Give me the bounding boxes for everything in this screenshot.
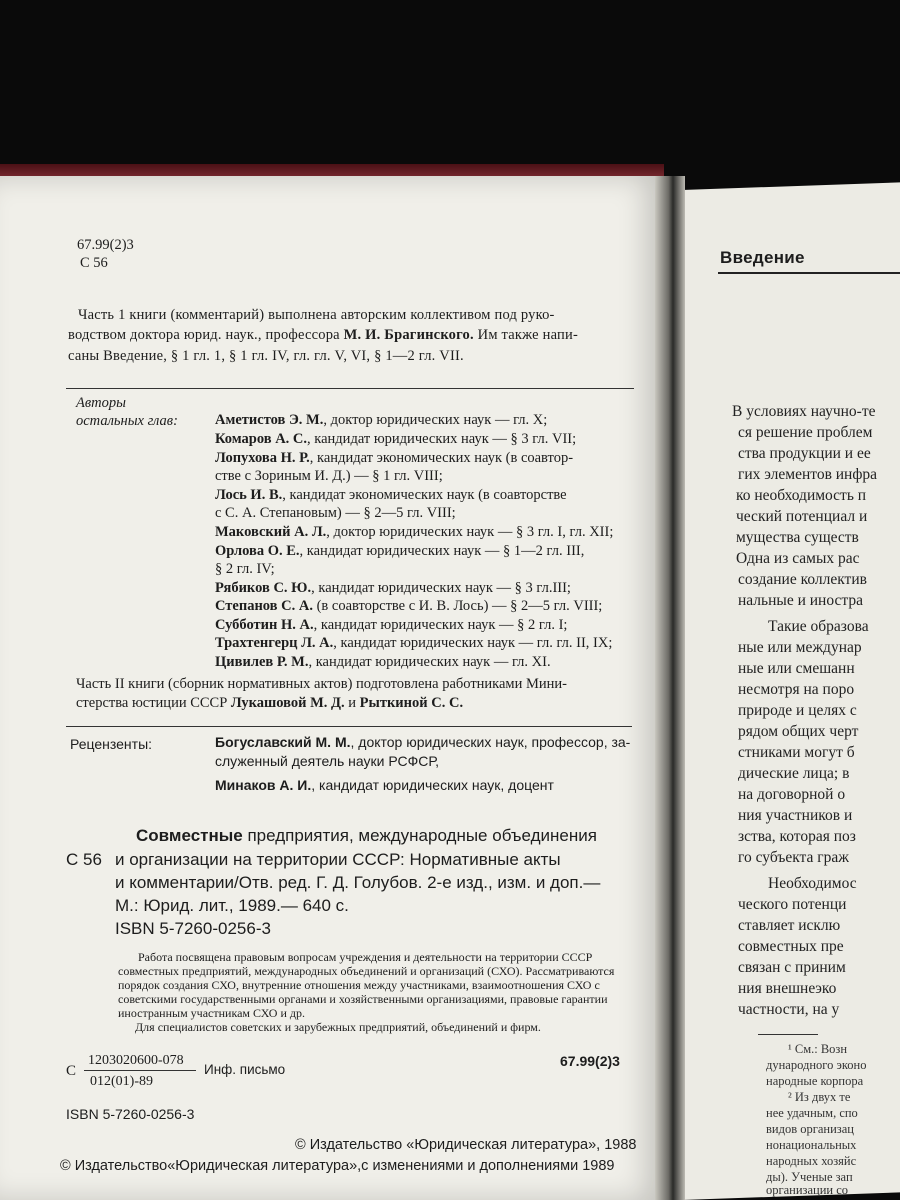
body-line: ния внешнеэко — [738, 980, 837, 997]
footnote-line: дународного эконо — [766, 1058, 867, 1072]
separator-rule — [66, 726, 632, 727]
copyright-1988: © Издательство «Юридическая литература», 1988 — [295, 1137, 637, 1153]
footnote-line: видов организац — [766, 1122, 854, 1136]
body-line: ческого потенци — [738, 896, 847, 913]
part2-and: и — [348, 695, 357, 711]
author-text: , кандидат юридических наук — § 2 гл. I; — [313, 617, 568, 633]
author-entry — [215, 504, 456, 522]
body-line: ставляет исклю — [738, 917, 841, 934]
author-entry — [215, 542, 584, 560]
author-name: Степанов С. А. — [215, 598, 313, 614]
abstract-line: Работа посвящена правовым вопросам учреждения и деятельности на территории СССР — [138, 950, 593, 964]
author-name: Рябиков С. Ю. — [215, 580, 312, 596]
intro-line-2-tail: Им также напи- — [477, 327, 578, 343]
reviewer-2 — [215, 776, 554, 794]
body-line: рядом общих черт — [738, 723, 859, 740]
intro-line-2-text: водством доктора юрид. наук., профессора — [68, 327, 340, 343]
body-line: нальные и иностра — [738, 592, 863, 609]
body-line: зства, которая поз — [738, 828, 856, 845]
right-page-heading: Введение — [720, 248, 805, 267]
author-entry — [215, 597, 602, 615]
author-name: Субботин Н. А. — [215, 617, 314, 633]
citation-isbn: ISBN 5-7260-0256-3 — [115, 919, 271, 938]
footnote-line: ды). Ученые зап — [766, 1170, 853, 1184]
editor-name: М. И. Брагинского. — [343, 327, 474, 343]
author-text: , кандидат экономических наук (в соавтор- — [309, 450, 574, 466]
footnote-line: ¹ См.: Возн — [788, 1042, 848, 1056]
classification-code: 67.99(2)3 — [77, 237, 134, 253]
body-line: ства продукции и ее — [738, 445, 871, 462]
reviewer-1 — [215, 733, 630, 751]
body-line: ные или смешанн — [738, 660, 855, 677]
author-entry — [215, 579, 571, 597]
abstract-line: порядок создания СХО, внутренние отношения между участниками, взаимоотношения СХО с — [118, 978, 600, 992]
body-line: ко необходимость п — [736, 487, 867, 504]
author-text: (в соавторстве с И. В. Лось) — § 2—5 гл. VIII; — [312, 598, 603, 614]
isbn-bottom: ISBN 5-7260-0256-3 — [66, 1106, 195, 1122]
part2-name-a: Лукашовой М. Д. — [230, 695, 345, 711]
author-text: , кандидат экономических наук (в соавторстве — [282, 487, 567, 503]
footnote-line: нее удачным, спо — [766, 1106, 858, 1120]
author-text: с С. А. Степановым) — § 2—5 гл. VIII; — [215, 505, 456, 521]
catalog-letter: С — [66, 1063, 77, 1079]
footnote-line: организации со — [766, 1183, 849, 1197]
author-mark: С 56 — [80, 255, 108, 271]
intro-line-2 — [68, 326, 578, 344]
abstract-line: Для специалистов советских и зарубежных предприятий, объединений и фирм. — [135, 1020, 541, 1034]
author-entry — [215, 616, 567, 634]
body-line: несмотря на поро — [738, 681, 855, 698]
author-text: , кандидат юридических наук — § 1—2 гл. III, — [299, 543, 585, 559]
footnote-line: народные корпора — [766, 1074, 864, 1088]
copyright-1989: © Издательство«Юридическая литература»,с изменениями и дополнениями 1989 — [60, 1158, 615, 1174]
separator-rule — [66, 388, 634, 389]
author-entry — [215, 411, 547, 429]
catalog-note: Инф. письмо — [204, 1062, 286, 1077]
intro-line-1: Часть 1 книги (комментарий) выполнена авторским коллективом под руко- — [78, 307, 555, 323]
author-entry — [215, 653, 551, 671]
abstract-line: совместных предприятий, международных объединений и организаций (СХО). Рассматриваются — [118, 964, 615, 978]
author-text: стве с Зориным И. Д.) — § 1 гл. VIII; — [215, 468, 443, 484]
body-line: мущества существ — [736, 529, 859, 546]
intro-line-3: саны Введение, § 1 гл. 1, § 1 гл. IV, гл. гл. V, VI, § 1—2 гл. VII. — [68, 348, 464, 364]
body-line: дические лица; в — [738, 765, 850, 782]
author-name: Лопухова Н. Р. — [215, 450, 310, 466]
author-entry — [215, 634, 612, 652]
body-line: ческий потенциал и — [736, 508, 868, 525]
body-line: природе и целях с — [738, 702, 857, 719]
reviewer-1-line-2: служенный деятель науки РСФСР, — [215, 753, 439, 769]
author-entry — [215, 430, 576, 448]
author-name: Комаров А. С. — [215, 431, 308, 447]
body-line: связан с приним — [738, 959, 846, 976]
reviewer-2-text: , кандидат юридических наук, доцент — [311, 777, 554, 793]
author-entry — [215, 486, 567, 504]
author-entry — [215, 560, 275, 578]
catalog-code: 67.99(2)3 — [560, 1053, 620, 1069]
body-line: создание коллектив — [738, 571, 867, 588]
author-entry — [215, 523, 613, 541]
author-name: Лось И. В. — [215, 487, 283, 503]
author-text: , кандидат юридических наук — гл. гл. II, IX; — [333, 635, 613, 651]
book-gutter — [655, 176, 685, 1200]
authors-label: Авторы — [76, 395, 126, 411]
part2-name-b: Рыткиной С. С. — [359, 695, 464, 711]
heading-rule — [718, 272, 900, 274]
body-line: стниками могут б — [738, 744, 855, 761]
author-text: , кандидат юридических наук — § 3 гл.III; — [311, 580, 571, 596]
part2-line-1: Часть II книги (сборник нормативных актов) подготовлена работниками Мини- — [76, 676, 567, 692]
citation-line-3: и комментарии/Отв. ред. Г. Д. Голубов. 2-е изд., изм. и доп.— — [115, 873, 601, 892]
reviewer-1-text: , доктор юридических наук, профессор, за- — [350, 734, 631, 750]
author-entry — [215, 467, 443, 485]
catalog-denominator: 012(01)-89 — [90, 1074, 153, 1089]
reviewer-2-name: Минаков А. И. — [215, 777, 312, 793]
part2-line-2 — [76, 694, 463, 712]
body-line: Необходимос — [768, 875, 857, 892]
fraction-bar — [84, 1070, 196, 1071]
authors-label-2: остальных глав: — [76, 413, 178, 429]
citation-line-1-text: предприятия, международные объединения — [247, 826, 597, 845]
abstract-line: иностранным участникам СХО и др. — [118, 1006, 305, 1020]
catalog-numerator: 1203020600-078 — [88, 1053, 184, 1068]
body-line: Одна из самых рас — [736, 550, 860, 567]
footnote-line: народных хозяйс — [766, 1154, 857, 1168]
body-line: ные или междунар — [738, 639, 862, 656]
author-text: § 2 гл. IV; — [215, 561, 275, 577]
body-line: ния участников и — [738, 807, 853, 824]
author-text: , кандидат юридических наук — § 3 гл. VII; — [307, 431, 577, 447]
citation-lead: Совместные — [136, 826, 243, 845]
author-name: Трахтенгерц Л. А. — [215, 635, 334, 651]
body-line: совместных пре — [738, 938, 844, 955]
part2-line-2-text: стерства юстиции СССР — [76, 695, 228, 711]
footnote-line: нонациональных — [766, 1138, 857, 1152]
author-entry — [215, 449, 573, 467]
reviewer-1-name: Богуславский М. М. — [215, 734, 351, 750]
body-line: на договорной о — [738, 786, 846, 803]
author-name: Орлова О. Е. — [215, 543, 300, 559]
author-name: Маковский А. Л. — [215, 524, 327, 540]
citation-line-1 — [136, 825, 597, 847]
citation-line-4: М.: Юрид. лит., 1989.— 640 с. — [115, 896, 349, 915]
body-line: В условиях научно-те — [732, 403, 876, 420]
citation-mark: С 56 — [66, 850, 102, 869]
author-text: , доктор юридических наук — § 3 гл. I, гл. XII; — [326, 524, 614, 540]
author-name: Аметистов Э. М. — [215, 412, 324, 428]
author-text: , кандидат юридических наук — гл. XI. — [308, 654, 551, 670]
author-name: Цивилев Р. М. — [215, 654, 309, 670]
reviewers-label: Рецензенты: — [70, 736, 153, 752]
abstract-line: советскими государственными органами и хозяйственными организациями, правовые гарантии — [118, 992, 608, 1006]
body-line: гих элементов инфра — [738, 466, 878, 483]
footnote-line: ² Из двух те — [788, 1090, 851, 1104]
body-line: ся решение проблем — [738, 424, 873, 441]
citation-line-2: и организации на территории СССР: Нормативные акты — [115, 850, 561, 869]
body-line: го субъекта граж — [738, 849, 849, 866]
body-line: Такие образова — [768, 618, 869, 635]
footnote-rule — [758, 1034, 818, 1035]
body-line: частности, на у — [738, 1001, 840, 1018]
author-text: , доктор юридических наук — гл. X; — [323, 412, 548, 428]
